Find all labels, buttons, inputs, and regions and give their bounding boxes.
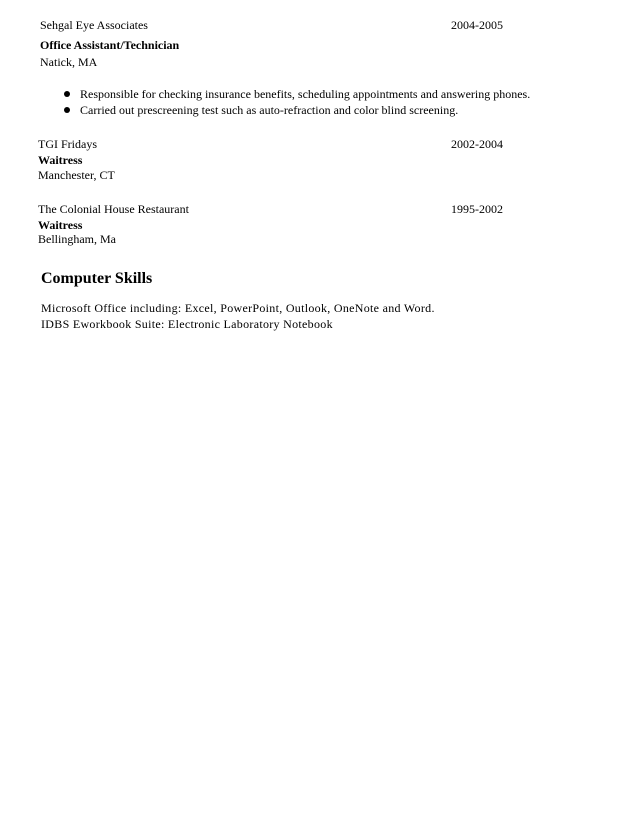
bullet-icon: [64, 107, 70, 113]
job-title: Waitress: [38, 218, 83, 232]
job-company: The Colonial House Restaurant: [38, 202, 189, 216]
job-location: Natick, MA: [40, 55, 98, 69]
bullet-text: Responsible for checking insurance benefits, scheduling appointments and answering phones.: [80, 87, 531, 101]
skill-line: Microsoft Office including: Excel, PowerPoint, Outlook, OneNote and Word.: [41, 301, 435, 315]
job-location: Bellingham, Ma: [38, 232, 116, 246]
job-company: Sehgal Eye Associates: [40, 18, 148, 32]
list-item: [80, 86, 530, 102]
bullet-icon: [64, 91, 70, 97]
job-dates: 2002-2004: [451, 137, 503, 151]
job-dates: 2004-2005: [451, 18, 503, 32]
job-company: TGI Fridays: [38, 137, 97, 151]
list-item: [80, 102, 458, 118]
job-dates: 1995-2002: [451, 202, 503, 216]
section-heading-computer-skills: Computer Skills: [41, 270, 153, 287]
job-title: Office Assistant/Technician: [40, 38, 180, 52]
bullet-text: Carried out prescreening test such as auto-refraction and color blind screening.: [80, 103, 459, 117]
skill-line: IDBS Eworkbook Suite: Electronic Laboratory Notebook: [41, 317, 333, 331]
job-title: Waitress: [38, 153, 83, 167]
computer-skills-list: [41, 300, 435, 332]
job-location: Manchester, CT: [38, 168, 115, 182]
